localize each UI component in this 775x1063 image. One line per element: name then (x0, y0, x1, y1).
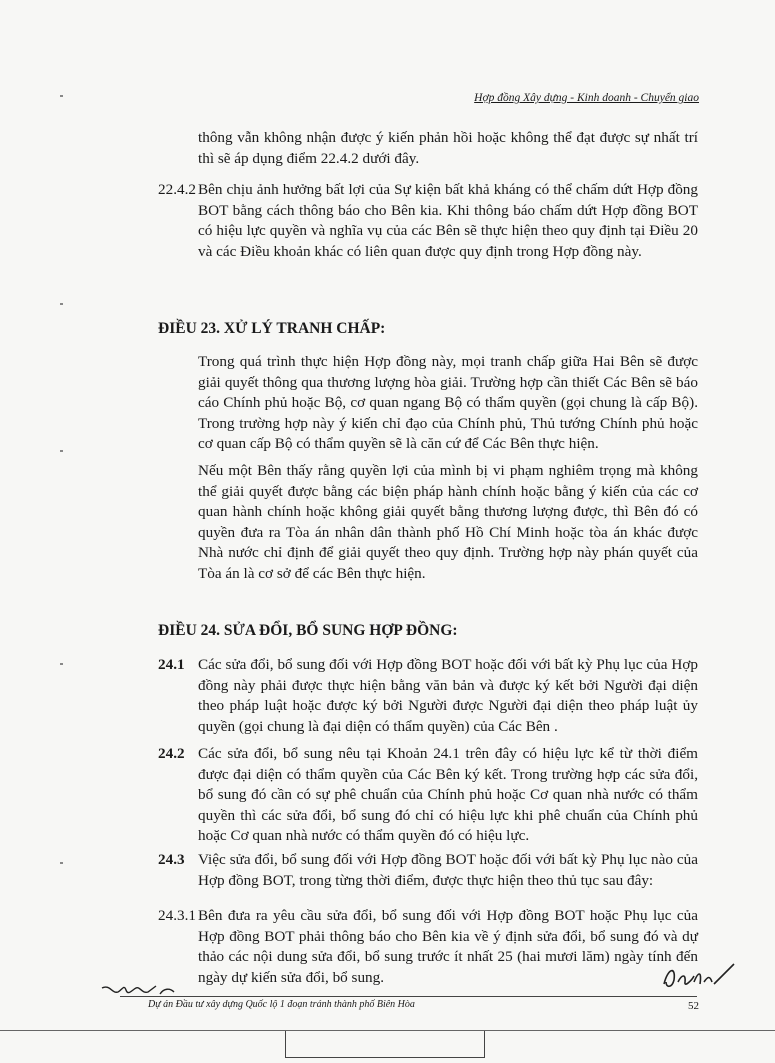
clause-number-22-4-2: 22.4.2 (158, 181, 196, 198)
page-number: 52 (688, 1000, 699, 1012)
scan-margin-mark (60, 663, 63, 665)
stamp-box-outline (285, 1031, 485, 1058)
clause-text-24-3: Việc sửa đổi, bổ sung đối với Hợp đồng BOT hoặc đối với bất kỳ Phụ lục nào của Hợp đồng BOT, trong từng thời điểm, được thực hiện theo thủ tục sau đây: (198, 851, 698, 889)
footer-rule (120, 996, 697, 997)
clause-number-24-1: 24.1 (158, 656, 185, 673)
signature-initials-right (658, 958, 740, 994)
article-23-paragraph-2: Nếu một Bên thấy rằng quyền lợi của mình bị vi phạm nghiêm trọng mà không thể giải quyết được bằng các biện pháp hành chính hoặc bằng ý kiến của các cơ quan hành chính hoặc không giải quyết bằng thương lượng được, thì Bên đó có quyền đưa ra Tòa án nhân dân thành phố Hồ Chí Minh hoặc tòa án khác được Nhà nước chỉ định để giải quyết theo quy định. Trường hợp này phán quyết của Tòa án là cơ sở để các Bên thực hiện. (198, 462, 698, 582)
article-24-heading: ĐIỀU 24. SỬA ĐỔI, BỔ SUNG HỢP ĐỒNG: (158, 622, 458, 639)
clause-number-24-2: 24.2 (158, 745, 185, 762)
scan-margin-mark (60, 95, 63, 97)
article-23-heading: ĐIỀU 23. XỬ LÝ TRANH CHẤP: (158, 320, 386, 337)
clause-number-24-3-1: 24.3.1 (158, 907, 196, 924)
scan-margin-mark (60, 450, 63, 452)
clause-text-24-1: Các sửa đổi, bổ sung đối với Hợp đồng BOT hoặc đối với bất kỳ Phụ lục của Hợp đồng này phải được thực hiện bằng văn bản và được ký kết bởi Người đại diện theo pháp luật hoặc được ký bởi Người được Người đại diện theo pháp luật ủy quyền (gọi chung là đại diện có thẩm quyền) của Các Bên . (198, 656, 698, 735)
continuation-paragraph: thông vẫn không nhận được ý kiến phản hồi hoặc không thể đạt được sự nhất trí thì sẽ áp dụng điểm 22.4.2 dưới đây. (198, 129, 698, 167)
scan-margin-mark (60, 303, 63, 305)
running-header: Hợp đồng Xây dựng - Kinh doanh - Chuyển giao (474, 92, 699, 104)
clause-number-24-3: 24.3 (158, 851, 185, 868)
clause-text-24-2: Các sửa đổi, bổ sung nêu tại Khoản 24.1 trên đây có hiệu lực kể từ thời điểm được đại diện có thẩm quyền của Các Bên ký kết. Trong trường hợp các sửa đổi, bổ sung đó cần có sự phê chuẩn của Chính phủ hoặc Cơ quan nhà nước có thẩm quyền thì các sửa đổi, bổ sung đó chỉ có hiệu lực khi phê chuẩn của Chính phủ hoặc Cơ quan nhà nước có thẩm quyền đó có hiệu lực. (198, 745, 698, 845)
article-23-paragraph-1: Trong quá trình thực hiện Hợp đồng này, mọi tranh chấp giữa Hai Bên sẽ được giải quyết thông qua thương lượng hòa giải. Trường hợp cần thiết Các Bên sẽ báo cáo Chính phủ hoặc Bộ, cơ quan ngang Bộ có thẩm quyền (gọi chung là cấp Bộ). Trong trường hợp này ý kiến chỉ đạo của Chính phủ, Thủ tướng Chính phủ hoặc cơ quan cấp Bộ có thẩm quyền sẽ là căn cứ để Các Bên thực hiện. (198, 353, 698, 453)
footer-project-text: Dự án Đầu tư xây dựng Quốc lộ 1 đoạn tránh thành phố Biên Hòa (148, 999, 415, 1010)
scan-margin-mark (60, 862, 63, 864)
clause-text-22-4-2: Bên chịu ảnh hưởng bất lợi của Sự kiện bất khả kháng có thể chấm dứt Hợp đồng BOT bằng cách thông báo cho Bên kia. Khi thông báo chấm dứt Hợp đồng BOT có hiệu lực quyền và nghĩa vụ của các Bên sẽ thực hiện theo quy định tại Điều 20 và các Điều khoản khác có liên quan được quy định trong Hợp đồng này. (198, 181, 698, 260)
clause-text-24-3-1: Bên đưa ra yêu cầu sửa đổi, bổ sung đối với Hợp đồng BOT hoặc Phụ lục của Hợp đồng BOT phải thông báo cho Bên kia về ý định sửa đổi, bổ sung đó và dự thảo các nội dung sửa đổi, bổ sung trước ít nhất 25 (hai mươi lăm) ngày tính đến ngày dự kiến sửa đổi, bổ sung. (198, 907, 698, 986)
